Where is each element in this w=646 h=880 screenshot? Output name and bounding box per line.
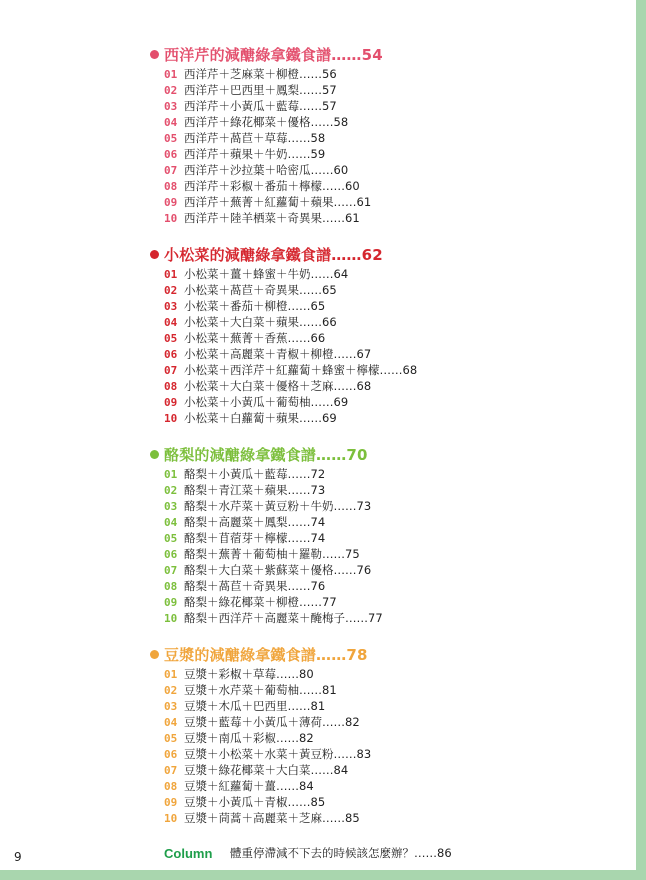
item-text: 酪梨＋蕪菁＋葡萄柚＋羅勒……75: [184, 547, 360, 561]
section-title-text: 酪梨的減醣綠拿鐵食譜……70: [164, 445, 368, 464]
item-text: 酪梨＋西洋芹＋高麗菜＋醃梅子……77: [184, 611, 383, 625]
item-text: 西洋芹＋陸羊栖菜＋奇異果……61: [184, 211, 360, 225]
item-text: 西洋芹＋蘋果＋牛奶……59: [184, 147, 326, 161]
recipe-list: [150, 266, 620, 426]
item-number: 08: [164, 379, 178, 393]
list-item: [150, 530, 620, 546]
column-text: 體重停滯減不下去的時候該怎麼辦？……86: [230, 846, 452, 860]
bullet-dot-icon: [150, 650, 159, 659]
section-title: [150, 644, 620, 664]
list-item: [150, 810, 620, 826]
section-title-text: 西洋芹的減醣綠拿鐵食譜……54: [164, 45, 383, 64]
list-item: [150, 794, 620, 810]
item-number: 07: [164, 363, 178, 377]
recipe-list: [150, 466, 620, 626]
item-text: 西洋芹＋彩椒＋番茄＋檸檬……60: [184, 179, 360, 193]
item-number: 03: [164, 699, 178, 713]
list-item: [150, 130, 620, 146]
list-item: [150, 714, 620, 730]
item-text: 小松菜＋高麗菜＋青椒＋柳橙……67: [184, 347, 372, 361]
item-number: 07: [164, 563, 178, 577]
item-number: 03: [164, 299, 178, 313]
table-of-contents: [150, 44, 620, 862]
page-number: 9: [14, 850, 22, 864]
list-item: [150, 610, 620, 626]
section-title-text: 豆漿的減醣綠拿鐵食譜……78: [164, 645, 368, 664]
list-item: [150, 514, 620, 530]
item-text: 酪梨＋綠花椰菜＋柳橙……77: [184, 595, 337, 609]
list-item: [150, 194, 620, 210]
item-number: 03: [164, 499, 178, 513]
item-text: 小松菜＋萵苣＋奇異果……65: [184, 283, 337, 297]
item-text: 酪梨＋苜蓿芽＋檸檬……74: [184, 531, 326, 545]
list-item: [150, 762, 620, 778]
item-text: 酪梨＋水芹菜＋黃豆粉＋牛奶……73: [184, 499, 372, 513]
item-number: 03: [164, 99, 178, 113]
list-item: [150, 314, 620, 330]
item-text: 西洋芹＋巴西里＋鳳梨……57: [184, 83, 337, 97]
list-item: [150, 330, 620, 346]
list-item: [150, 730, 620, 746]
item-number: 04: [164, 715, 178, 729]
item-text: 豆漿＋木瓜＋巴西里……81: [184, 699, 326, 713]
bullet-dot-icon: [150, 250, 159, 259]
bullet-dot-icon: [150, 450, 159, 459]
item-text: 豆漿＋綠花椰菜＋大白菜……84: [184, 763, 349, 777]
section-komatsuna: [150, 244, 620, 426]
item-text: 西洋芹＋萵苣＋草莓……58: [184, 131, 326, 145]
item-text: 西洋芹＋蕪菁＋紅蘿蔔＋蘋果……61: [184, 195, 372, 209]
item-text: 西洋芹＋綠花椰菜＋優格……58: [184, 115, 349, 129]
list-item: [150, 162, 620, 178]
item-text: 小松菜＋蕪菁＋香蕉……66: [184, 331, 326, 345]
item-text: 小松菜＋小黃瓜＋葡萄柚……69: [184, 395, 349, 409]
item-text: 酪梨＋萵苣＋奇異果……76: [184, 579, 326, 593]
item-text: 豆漿＋彩椒＋草莓……80: [184, 667, 314, 681]
section-title: [150, 444, 620, 464]
column-entry: [150, 844, 620, 862]
item-text: 豆漿＋小黃瓜＋青椒……85: [184, 795, 326, 809]
item-text: 豆漿＋藍莓＋小黃瓜＋薄荷……82: [184, 715, 360, 729]
list-item: [150, 282, 620, 298]
list-item: [150, 546, 620, 562]
list-item: [150, 594, 620, 610]
item-number: 05: [164, 731, 178, 745]
item-text: 西洋芹＋小黃瓜＋藍莓……57: [184, 99, 337, 113]
list-item: [150, 266, 620, 282]
list-item: [150, 498, 620, 514]
item-text: 小松菜＋白蘿蔔＋蘋果……69: [184, 411, 337, 425]
list-item: [150, 562, 620, 578]
item-number: 01: [164, 67, 178, 81]
item-text: 豆漿＋茼蒿＋高麗菜＋芝麻……85: [184, 811, 360, 825]
item-text: 酪梨＋大白菜＋紫蘇菜＋優格……76: [184, 563, 372, 577]
section-title: [150, 44, 620, 64]
list-item: [150, 666, 620, 682]
item-number: 08: [164, 179, 178, 193]
item-number: 10: [164, 611, 178, 625]
section-title-text: 小松菜的減醣綠拿鐵食譜……62: [164, 245, 383, 264]
item-number: 06: [164, 747, 178, 761]
item-text: 酪梨＋青江菜＋蘋果……73: [184, 483, 326, 497]
item-text: 西洋芹＋沙拉葉＋哈密瓜……60: [184, 163, 349, 177]
item-number: 05: [164, 331, 178, 345]
list-item: [150, 746, 620, 762]
list-item: [150, 82, 620, 98]
list-item: [150, 410, 620, 426]
item-number: 09: [164, 395, 178, 409]
item-number: 04: [164, 115, 178, 129]
item-text: 小松菜＋西洋芹＋紅蘿蔔＋蜂蜜＋檸檬……68: [184, 363, 418, 377]
list-item: [150, 394, 620, 410]
item-number: 02: [164, 83, 178, 97]
item-number: 10: [164, 811, 178, 825]
list-item: [150, 98, 620, 114]
list-item: [150, 146, 620, 162]
item-number: 04: [164, 315, 178, 329]
item-number: 01: [164, 267, 178, 281]
list-item: [150, 346, 620, 362]
bullet-dot-icon: [150, 50, 159, 59]
list-item: [150, 362, 620, 378]
recipe-list: [150, 666, 620, 826]
item-number: 10: [164, 211, 178, 225]
item-number: 08: [164, 579, 178, 593]
item-text: 豆漿＋紅蘿蔔＋薑……84: [184, 779, 314, 793]
item-text: 豆漿＋南瓜＋彩椒……82: [184, 731, 314, 745]
item-number: 02: [164, 683, 178, 697]
item-number: 05: [164, 131, 178, 145]
item-number: 01: [164, 667, 178, 681]
section-soymilk: [150, 644, 620, 826]
item-text: 西洋芹＋芝麻菜＋柳橙……56: [184, 67, 337, 81]
list-item: [150, 482, 620, 498]
item-text: 豆漿＋小松菜＋水菜＋黃豆粉……83: [184, 747, 372, 761]
item-number: 10: [164, 411, 178, 425]
list-item: [150, 682, 620, 698]
list-item: [150, 778, 620, 794]
column-label: Column: [164, 845, 213, 861]
list-item: [150, 210, 620, 226]
item-text: 豆漿＋水芹菜＋葡萄柚……81: [184, 683, 337, 697]
item-number: 05: [164, 531, 178, 545]
item-number: 04: [164, 515, 178, 529]
item-number: 01: [164, 467, 178, 481]
list-item: [150, 378, 620, 394]
item-text: 酪梨＋小黃瓜＋藍莓……72: [184, 467, 326, 481]
list-item: [150, 466, 620, 482]
list-item: [150, 298, 620, 314]
item-number: 02: [164, 283, 178, 297]
list-item: [150, 698, 620, 714]
item-text: 小松菜＋大白菜＋優格＋芝麻……68: [184, 379, 372, 393]
item-number: 09: [164, 595, 178, 609]
section-celery: [150, 44, 620, 226]
item-text: 小松菜＋大白菜＋蘋果……66: [184, 315, 337, 329]
section-title: [150, 244, 620, 264]
item-number: 06: [164, 147, 178, 161]
item-number: 07: [164, 163, 178, 177]
recipe-list: [150, 66, 620, 226]
section-avocado: [150, 444, 620, 626]
list-item: [150, 114, 620, 130]
item-number: 07: [164, 763, 178, 777]
item-text: 酪梨＋高麗菜＋鳳梨……74: [184, 515, 326, 529]
item-number: 08: [164, 779, 178, 793]
list-item: [150, 66, 620, 82]
item-text: 小松菜＋薑＋蜂蜜＋牛奶……64: [184, 267, 349, 281]
item-number: 02: [164, 483, 178, 497]
item-number: 06: [164, 347, 178, 361]
list-item: [150, 578, 620, 594]
item-text: 小松菜＋番茄＋柳橙……65: [184, 299, 326, 313]
item-number: 09: [164, 795, 178, 809]
item-number: 09: [164, 195, 178, 209]
item-number: 06: [164, 547, 178, 561]
list-item: [150, 178, 620, 194]
